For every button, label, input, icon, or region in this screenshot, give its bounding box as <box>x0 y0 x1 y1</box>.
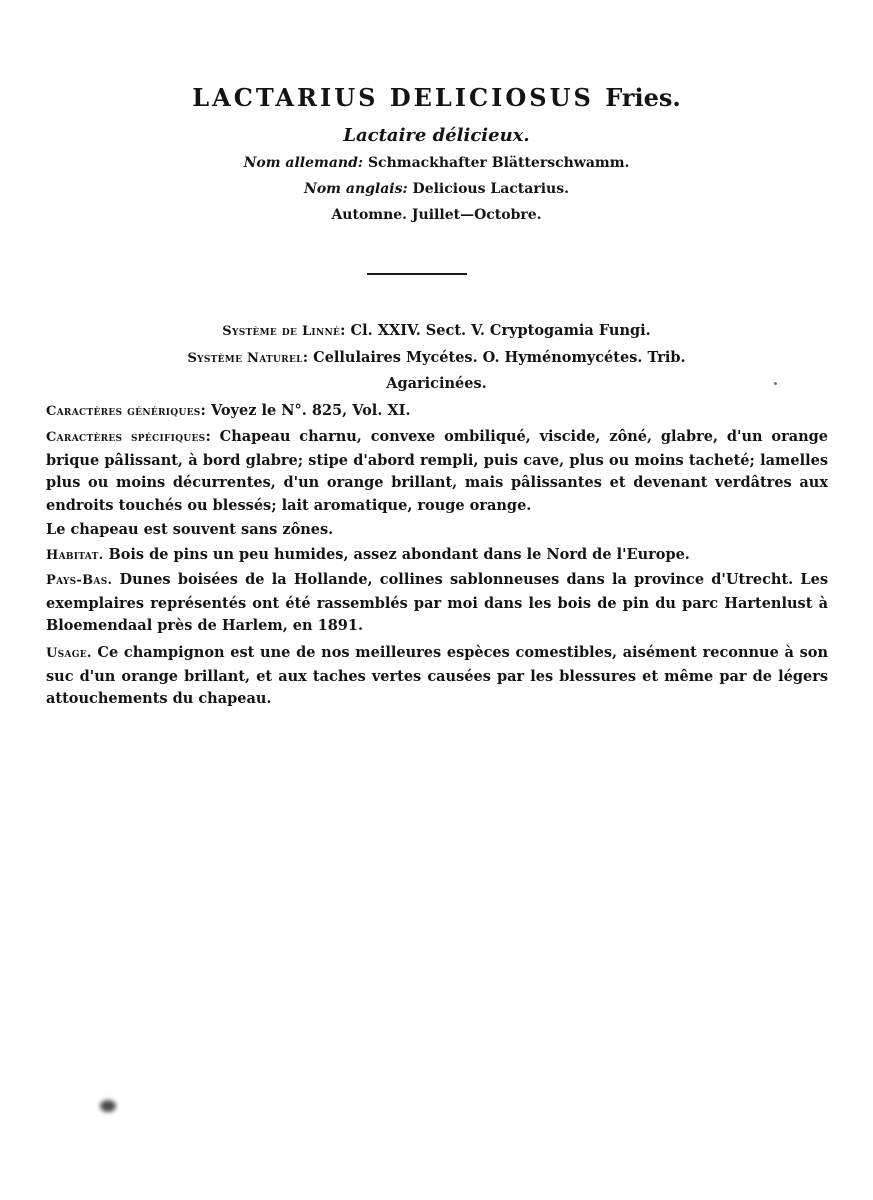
habitat-text: Bois de pins un peu humides, assez abondant dans le Nord de l'Europe. <box>103 546 690 563</box>
cap-note-paragraph: Le chapeau est souvent sans zônes. <box>46 521 334 538</box>
linne-system-line <box>0 322 873 339</box>
german-name-label: Nom allemand: <box>243 155 364 171</box>
generic-characters-paragraph <box>46 400 828 424</box>
specific-characters-label: Caractères spécifiques <box>46 430 206 445</box>
species-name: LACTARIUS DELICIOSUS <box>192 83 594 112</box>
habitat-label: Habitat. <box>46 548 104 563</box>
netherlands-text: Dunes boisées de la Hollande, collines sablonneuses dans la province d'Utrecht. Les exemplaires représentés ont été rassemblés par moi dans les bois de pin du parc Hartenlust à Bloemendaal près de Harlem, en 1891. <box>46 571 828 634</box>
generic-characters-text: : Voyez le N°. 825, Vol. XI. <box>200 402 411 419</box>
german-name: Schmackhafter Blätterschwamm. <box>367 155 630 171</box>
season-line: Automne. Juillet—Octobre. <box>331 207 542 223</box>
linne-system-label: Système de Linné <box>222 324 341 339</box>
divider-rule <box>367 273 467 275</box>
english-name-label: Nom anglais: <box>304 181 408 197</box>
usage-paragraph <box>46 642 828 711</box>
french-name: Lactaire délicieux. <box>343 125 530 146</box>
english-name: Delicious Lactarius. <box>412 181 569 197</box>
species-title <box>0 83 873 112</box>
natural-system-label: Système Naturel <box>187 351 303 366</box>
habitat-paragraph <box>46 544 828 568</box>
natural-system-text: : Cellulaires Mycétes. O. Hyménomycétes. Trib. <box>302 349 686 366</box>
paper-speck <box>774 382 777 385</box>
specific-characters-paragraph <box>46 426 828 517</box>
netherlands-label: Pays-Bas. <box>46 573 113 588</box>
specific-characters-text: : Chapeau charnu, convexe ombiliqué, viscide, zôné, glabre, d'un orange brique pâlissant, à bord glabre; stipe d'abord rempli, puis cave, plus ou moins tacheté; lamelles plus ou moins décurrentes, d'un orange brillant, mais pâlissantes et devenant verdâtres aux endroits touchés ou blessés; lait aromatique, rouge orange. <box>46 428 829 514</box>
english-name-line <box>0 181 873 197</box>
species-author: Fries. <box>605 83 681 112</box>
generic-characters-label: Caractères génériques <box>46 404 201 419</box>
linne-system-text: : Cl. XXIV. Sect. V. Cryptogamia Fungi. <box>340 322 651 339</box>
natural-system-continuation: Agaricinées. <box>386 375 487 392</box>
usage-label: Usage. <box>46 646 92 661</box>
natural-system-line <box>0 349 873 366</box>
netherlands-paragraph <box>46 569 828 638</box>
german-name-line <box>0 155 873 171</box>
usage-text: Ce champignon est une de nos meilleures espèces comestibles, aisément reconnue à son suc d'un orange brillant, et aux taches vertes causées par les blessures et même par de légers attouchements du chapeau. <box>46 644 828 707</box>
ink-smudge <box>100 1100 116 1112</box>
